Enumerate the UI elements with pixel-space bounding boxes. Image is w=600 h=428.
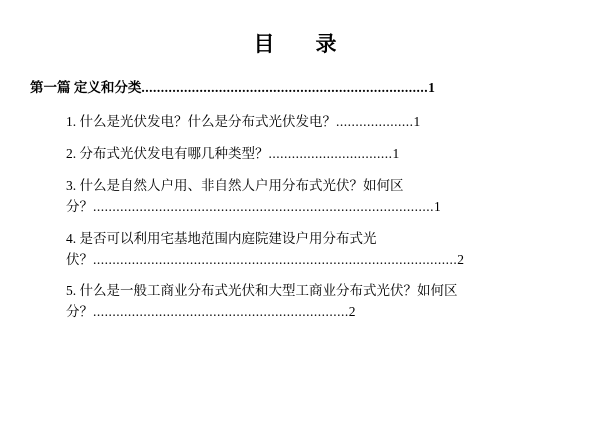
- toc-entry-label: 5. 什么是一般工商业分布式光伏和大型工商业分布式光伏？如何区分？: [66, 283, 458, 320]
- toc-entry[interactable]: [66, 112, 570, 133]
- toc-entry[interactable]: [66, 176, 570, 218]
- toc-leader: ....................: [336, 113, 414, 129]
- toc-entry[interactable]: [66, 229, 570, 271]
- document-page: [0, 28, 600, 428]
- toc-leader: ..........................................................................: [141, 80, 429, 95]
- toc-entry-label: 3. 什么是自然人户用、非自然人户用分布式光伏？如何区分？: [66, 177, 404, 214]
- toc-page-number: 1: [413, 113, 421, 129]
- toc-entry-label: 第一篇 定义和分类: [30, 80, 142, 95]
- toc-page-number: 1: [428, 80, 435, 95]
- table-of-contents: [30, 78, 570, 323]
- toc-entry-label: 1. 什么是光伏发电？什么是分布式光伏发电？: [66, 113, 336, 129]
- toc-leader: ........................................................................................: [93, 198, 434, 214]
- toc-entry[interactable]: [30, 78, 570, 99]
- toc-entry[interactable]: [66, 144, 570, 165]
- toc-page-number: 1: [434, 198, 441, 214]
- toc-entry-label: 2. 分布式光伏发电有哪几种类型？: [66, 145, 269, 161]
- toc-leader: ..............................................................................................: [93, 251, 458, 267]
- toc-entry-label: 4. 是否可以利用宅基地范围内庭院建设户用分布式光伏？: [66, 230, 377, 267]
- toc-leader: ................................: [268, 145, 393, 161]
- toc-page-number: 2: [348, 304, 356, 320]
- toc-leader: ..................................................................: [93, 304, 349, 320]
- page-title: 目 录: [253, 32, 347, 56]
- toc-page-number: 2: [457, 251, 464, 267]
- toc-page-number: 1: [392, 145, 400, 161]
- toc-entry[interactable]: [66, 281, 570, 323]
